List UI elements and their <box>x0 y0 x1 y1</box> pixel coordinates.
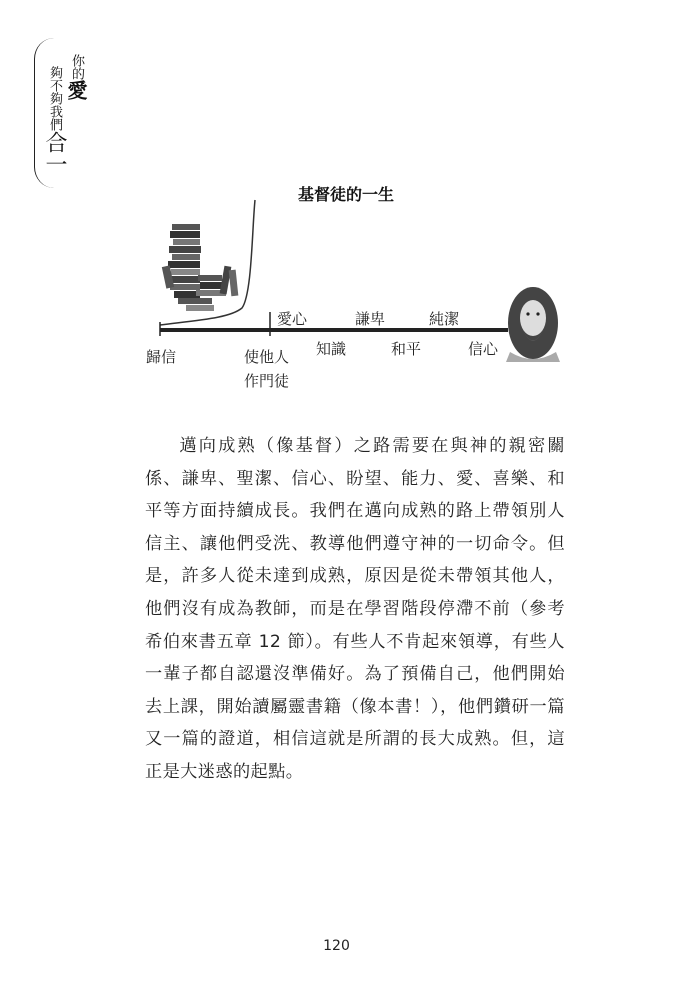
header-column-2 <box>43 66 65 175</box>
body-paragraph: 邁向成熟（像基督）之路需要在與神的親密關係、謙卑、聖潔、信心、盼望、能力、愛、喜樂、和平等方面持續成長。我們在邁向成熟的路上帶領別人信主、讓他們受洗、教導他們遵守神的一切命令。但是，許多人從未達到成熟，原因是從未帶領其他人，他們沒有成為教師，而是在學習階段停滯不前（參考希伯來書五章 12 節）。有些人不肯起來領導，有些人一輩子都自認還沒準備好。為了預備自己，他們開始去上課，開始讀屬靈書籍（像本書！），他們鑽研一篇又一篇的證道，相信這就是所謂的長大成熟。但，這正是大迷惑的起點。 <box>145 436 565 782</box>
stack-of-books-icon <box>162 224 239 311</box>
christian-life-diagram <box>130 170 570 400</box>
label-disciple-2: 作門徒 <box>244 372 290 390</box>
diagram-graphic <box>130 170 570 400</box>
page-number: 120 <box>323 938 350 954</box>
header-text-1: 你的 <box>69 54 84 80</box>
label-purity: 純潔 <box>429 310 460 328</box>
header-column-1 <box>66 54 86 100</box>
header-text-2: 夠不夠我們 <box>47 66 62 131</box>
header-text-1-big: 愛 <box>64 80 88 100</box>
label-humility: 謙卑 <box>355 310 386 328</box>
label-peace: 和平 <box>391 340 422 358</box>
header-text-2-big: 合一 <box>42 131 67 175</box>
label-disciple-1: 使他人 <box>244 348 290 366</box>
running-header <box>28 38 88 188</box>
diagram-title: 基督徒的一生 <box>298 185 395 204</box>
jesus-portrait-icon <box>506 287 560 362</box>
label-faith: 信心 <box>468 340 499 358</box>
label-love: 愛心 <box>277 310 308 328</box>
label-conversion: 歸信 <box>146 348 177 366</box>
label-knowledge: 知識 <box>316 340 347 358</box>
